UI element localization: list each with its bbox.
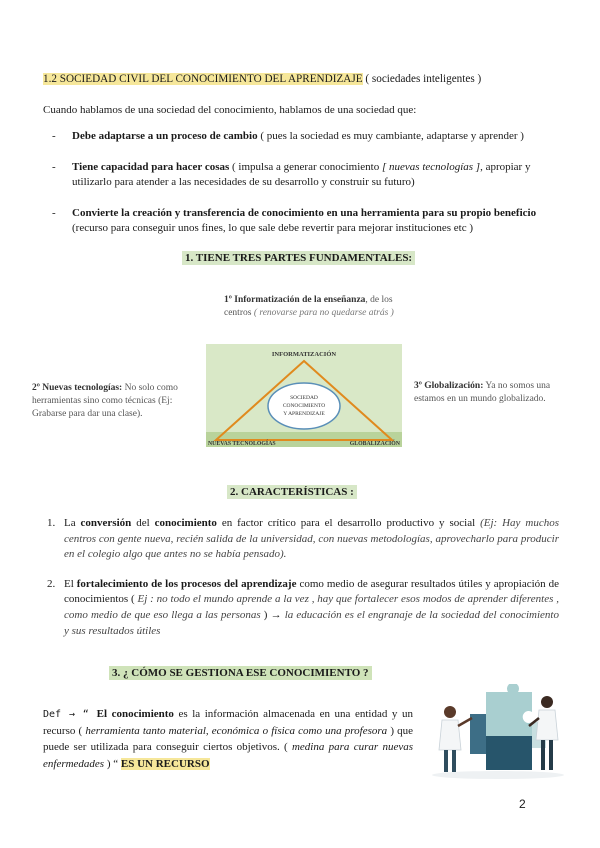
list-text: como medio de asegurar resultados útiles y apropiación de conocimientos ( — [64, 577, 559, 606]
person-legs-icon — [444, 750, 456, 772]
list-item — [43, 516, 559, 563]
person-head-icon — [444, 706, 456, 718]
label-globalization: GLOBALIZACIÓN — [349, 441, 400, 447]
section-heading-label: 1.2 SOCIEDAD CIVIL DEL CONOCIMIENTO DEL APRENDIZAJE — [43, 73, 363, 85]
puzzle-people-illustration — [428, 684, 568, 780]
definition-italic: medina para curar nuevas enfermedades — [43, 741, 413, 770]
list-bold: fortalecimiento de los procesos del aprendizaje — [76, 577, 297, 590]
bullet-bold: Convierte la creación y transferencia de conocimiento en una herramienta para su propio beneficio — [72, 206, 537, 219]
definition-text: ) que puede ser utilizada para conseguir ciertos objetivos. ( — [43, 724, 414, 753]
label-new-tech: NUEVAS TECNOLOGÍAS — [208, 441, 276, 447]
caption-globalization — [414, 380, 572, 406]
bullet-dash: - — [52, 160, 56, 173]
caption-bold: 2º Nuevas tecnologías: — [32, 383, 123, 393]
caption-informatization — [224, 294, 394, 320]
section-heading-note: ( sociedades inteligentes ) — [362, 73, 482, 85]
section-3-label: 3. ¿ CÓMO SE GESTIONA ESE CONOCIMIENTO ? — [109, 666, 372, 680]
bullet-item — [52, 206, 552, 237]
list-bold: conocimiento — [154, 517, 217, 529]
person-body-icon — [536, 710, 558, 740]
bullet-text: ( pues la sociedad es muy cambiante, adaptarse y aprender ) — [257, 130, 524, 142]
list-example: la educación es el engranaje de la sociedad del conocimiento y sus resultados útiles — [64, 609, 559, 637]
caption-bold: 1º Informatización de la enseñanza — [224, 295, 366, 305]
section-2-label: 2. CARACTERÍSTICAS : — [227, 485, 357, 499]
bullet-text: (recurso para conseguir unos fines, lo que sale debe revertir para mejorar instituciones etc ) — [72, 222, 474, 235]
definition-italic: herramienta tanto material, económica o física como una profesora — [85, 724, 388, 737]
definition-paragraph — [43, 706, 413, 772]
list-number: 2. — [47, 577, 56, 590]
section-1-label: 1. TIENE TRES PARTES FUNDAMENTALES: — [182, 251, 415, 265]
person-body-icon — [439, 720, 461, 750]
caption-italic: ( renovarse para no quedarse atrás ) — [253, 307, 394, 318]
definition-text: es la información almacenada en una entidad y un recurso ( — [43, 708, 413, 737]
bullet-dash: - — [52, 206, 56, 219]
section-heading — [43, 72, 481, 88]
puzzle-piece-icon — [470, 714, 486, 754]
bullet-text: , apropiar y utilizarlo para atender a las necesidades de su desarrollo y construir su futuro) — [72, 160, 531, 189]
center-line-2: CONOCIMIENTO — [282, 403, 326, 409]
puzzle-piece-icon — [486, 736, 532, 770]
page-number: 2 — [519, 797, 526, 811]
caption-text: Ya no somos una — [483, 381, 551, 391]
label-informatization: INFORMATIZACIÓN — [271, 351, 337, 358]
list-text: del — [131, 517, 155, 529]
caption-bold: 3º Globalización: — [414, 381, 484, 391]
list-example: Ej : no todo el mundo aprende a la vez , hay que fortalecer esos modos de aprender diferentes , como medio de que eso llega a las personas — [64, 593, 559, 622]
bullet-italic: [ nuevas tecnologías ] — [382, 160, 481, 173]
list-text: El — [64, 577, 77, 590]
section-2-heading — [227, 485, 357, 501]
intro-text: Cuando hablamos de una sociedad del conocimiento, hablamos de una sociedad que: — [43, 104, 417, 116]
list-item — [43, 577, 559, 639]
bullet-text: ( impulsa a generar conocimiento — [229, 160, 382, 173]
triangle-diagram — [206, 344, 402, 447]
definition-prefix: Def → “ — [43, 709, 97, 720]
list-number: 1. — [47, 517, 56, 529]
section-1-heading — [182, 251, 415, 267]
caption-new-technologies — [32, 382, 204, 420]
list-text: ) → — [263, 609, 285, 622]
person-head-icon — [541, 696, 553, 708]
bullet-list — [52, 129, 552, 252]
definition-text: ) “ — [104, 757, 121, 770]
bullet-bold: Tiene capacidad para hacer cosas — [72, 160, 230, 173]
bullet-dash: - — [52, 130, 56, 142]
section-3-heading — [109, 666, 372, 682]
list-bold: conversión — [80, 517, 132, 529]
caption-text: , de los centros — [224, 295, 393, 318]
list-text: en factor crítico para el desarrollo productivo y social — [216, 517, 481, 529]
center-line-3: Y APRENDIZAJE — [283, 411, 325, 417]
ground-shadow — [432, 771, 564, 779]
bullet-bold: Debe adaptarse a un proceso de cambio — [72, 130, 258, 142]
list-text: La — [64, 517, 81, 529]
bullet-item — [52, 160, 552, 191]
list-example: (Ej: Hay muchos centros con gente nueva, recién salida de la universidad, con nuevas metodologías, aprovecharlo para producir en el colegio algo que antes no se había pensado). — [64, 517, 559, 561]
definition-highlight: ES UN RECURSO — [120, 757, 210, 770]
person-legs-icon — [541, 740, 553, 770]
center-line-1: SOCIEDAD — [290, 395, 318, 401]
caption-text: estamos en un mundo globalizado. — [414, 393, 546, 404]
bullet-item — [52, 129, 552, 145]
definition-bold: El conocimiento — [96, 708, 174, 720]
characteristics-list — [43, 516, 559, 653]
caption-text: No solo como herramientas sino como técnicas (Ej: Grabarse para dar una clase). — [32, 383, 178, 419]
person-arm-icon — [458, 718, 472, 726]
puzzle-piece-icon — [486, 684, 532, 736]
